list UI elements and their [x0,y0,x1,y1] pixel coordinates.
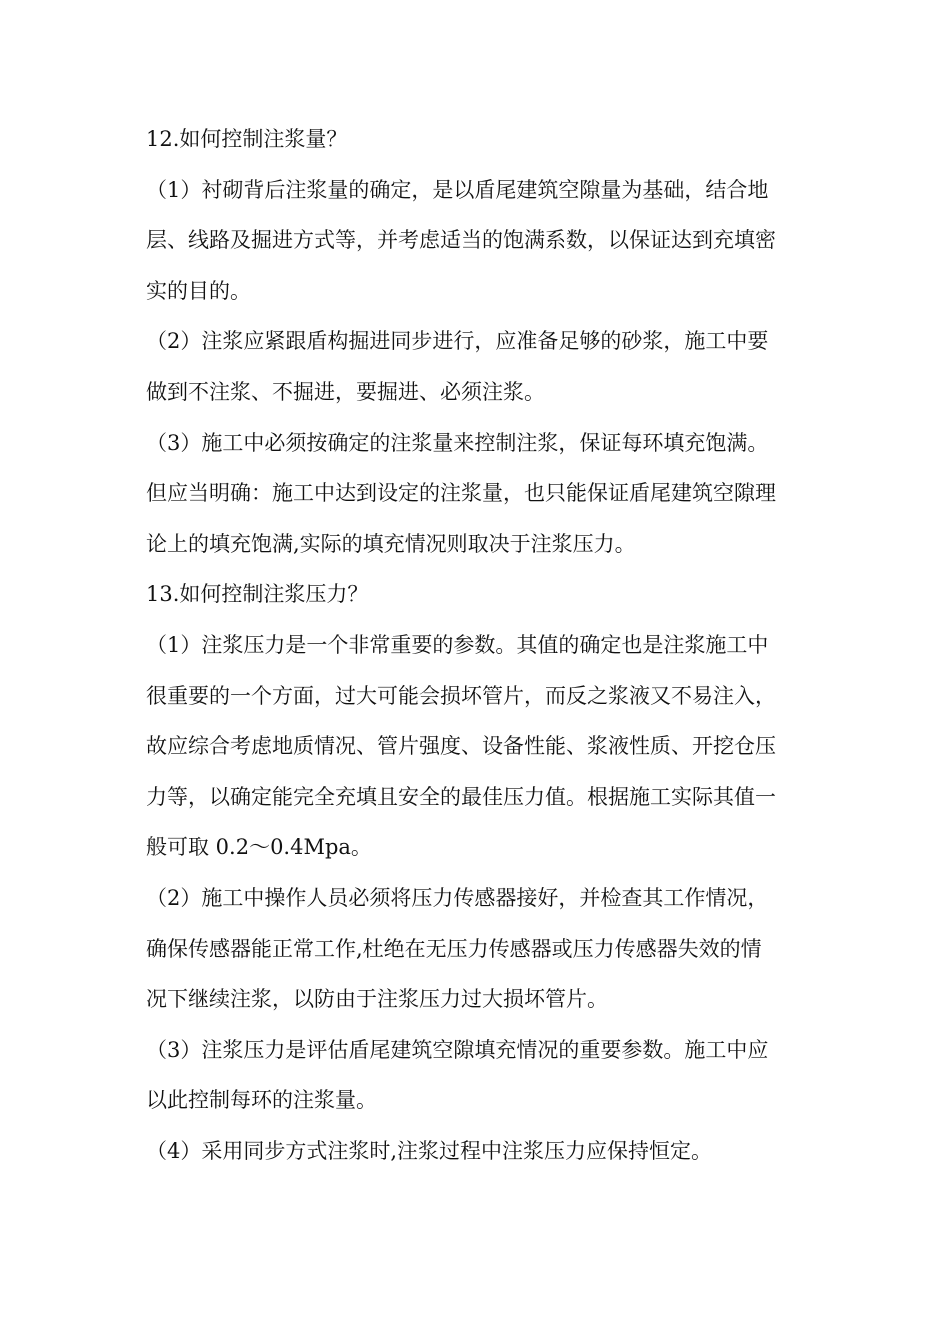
paragraph-13-1 [146,620,812,873]
text-line: 层、线路及掘进方式等，并考虑适当的饱满系数，以保证达到充填密 [146,228,776,253]
paragraph-13-3 [146,1025,812,1126]
paragraph-12-1 [146,165,812,317]
document-body [146,114,812,1176]
text-line: 以此控制每环的注浆量。 [146,1088,377,1113]
text-line: （2）注浆应紧跟盾构掘进同步进行，应准备足够的砂浆，施工中要 [146,329,769,354]
text-line: （2）施工中操作人员必须将压力传感器接好，并检查其工作情况， [146,885,769,910]
text-line: （3）施工中必须按确定的注浆量来控制注浆，保证每环填充饱满。 [146,430,769,455]
text-line: 论上的填充饱满,实际的填充情况则取决于注浆压力。 [146,531,636,556]
text-line: 况下继续注浆，以防由于注浆压力过大损坏管片。 [146,987,608,1012]
text-line: 般可取 0.2～0.4Mpa。 [146,835,372,860]
text-line: 做到不注浆、不掘进，要掘进、必须注浆。 [146,379,545,404]
text-line: 确保传感器能正常工作,杜绝在无压力传感器或压力传感器失效的情 [146,936,762,961]
text-line: 力等，以确定能完全充填且安全的最佳压力值。根据施工实际其值一 [146,784,776,809]
paragraph-13-2 [146,873,812,1025]
text-line: （4）采用同步方式注浆时,注浆过程中注浆压力应保持恒定。 [146,1138,713,1163]
text-line: 实的目的。 [146,278,251,303]
text-line: 很重要的一个方面，过大可能会损坏管片，而反之浆液又不易注入， [146,683,776,708]
text-line: （1）注浆压力是一个非常重要的参数。其值的确定也是注浆施工中 [146,632,769,657]
text-line: 但应当明确：施工中达到设定的注浆量，也只能保证盾尾建筑空隙理 [146,481,776,506]
text-line: （3）注浆压力是评估盾尾建筑空隙填充情况的重要参数。施工中应 [146,1037,769,1062]
text-line: 故应综合考虑地质情况、管片强度、设备性能、浆液性质、开挖仓压 [146,734,776,759]
paragraph-13-4 [146,1126,812,1177]
paragraph-12-2 [146,316,812,417]
paragraph-12-3 [146,418,812,570]
question-heading-12: 12.如何控制注浆量？ [146,127,348,151]
text-line: （1）衬砌背后注浆量的确定，是以盾尾建筑空隙量为基础，结合地 [146,177,769,202]
question-heading-13: 13.如何控制注浆压力？ [146,582,369,607]
